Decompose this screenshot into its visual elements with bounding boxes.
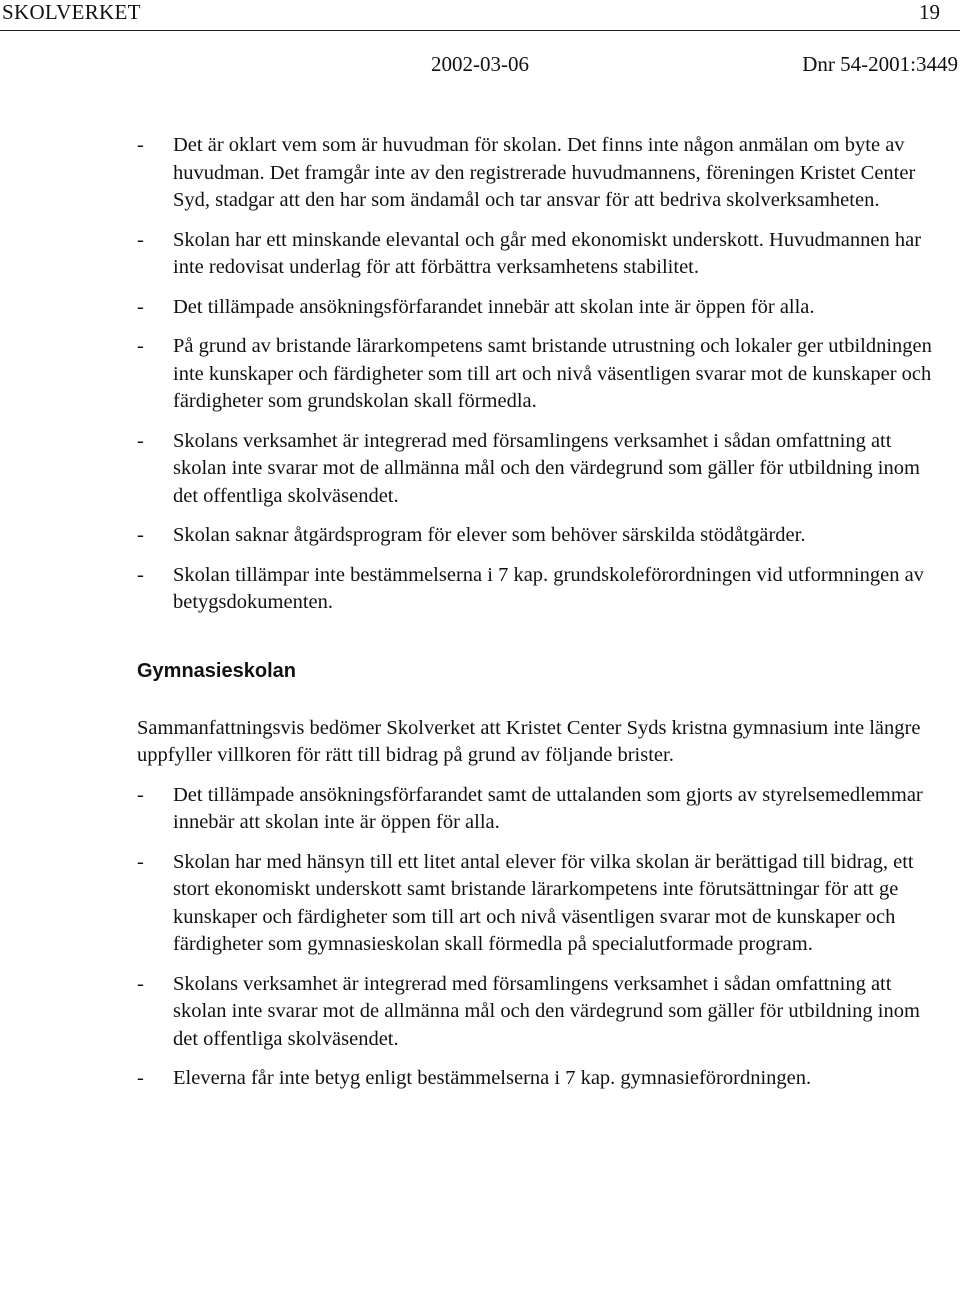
dash-bullet: - <box>137 295 144 318</box>
page-header <box>0 0 960 31</box>
list-item-text: Det är oklart vem som är huvudman för skolan. Det finns inte någon anmälan om byte av huvudman. Det framgår inte av den registrerade huvudmannens, föreningen Kristet Center Syd, stadgar att den har som ändamål och tar ansvar för att bedriva skolverksamheten. <box>173 134 916 211</box>
dash-bullet: - <box>137 1067 144 1089</box>
list-item-text: Skolan saknar åtgärdsprogram för elever som behöver särskilda stödåtgärder. <box>173 524 806 546</box>
dash-bullet: - <box>137 134 144 156</box>
list-item <box>137 562 937 617</box>
list-item <box>137 782 937 837</box>
list-item-text: På grund av bristande lärarkompetens samt bristande utrustning och lokaler ger utbildningen inte kunskaper och färdigheter som till art och nivå väsentligen svarar mot de kunskaper och färdigheter som grundskolan skall förmedla. <box>173 335 932 412</box>
list-item <box>137 1065 937 1093</box>
summary-paragraph: Sammanfattningsvis bedömer Skolverket att Kristet Center Syds kristna gymnasium inte längre uppfyller villkoren för rätt till bidrag på grund av följande brister. <box>137 716 921 766</box>
document-body <box>137 132 937 1105</box>
dash-bullet: - <box>137 563 144 586</box>
grundskola-deficiency-list <box>137 132 937 617</box>
page-number: 19 <box>919 0 940 24</box>
dash-bullet: - <box>137 335 144 357</box>
list-item-text: Skolans verksamhet är integrerad med församlingens verksamhet i sådan omfattning att skolan inte svarar mot de allmänna mål och den värdegrund som gäller för utbildning inom det offentliga skolväsendet. <box>173 972 920 1050</box>
list-item <box>137 333 937 416</box>
dash-bullet: - <box>137 429 144 452</box>
list-item <box>137 522 937 550</box>
gymnasium-deficiency-list <box>137 782 937 1093</box>
list-item-text: Skolan har ett minskande elevantal och går med ekonomiskt underskott. Huvudmannen har inte redovisat underlag för att förbättra verksamhetens stabilitet. <box>173 228 922 278</box>
list-item-text: Det tillämpade ansökningsförfarandet samt de uttalanden som gjorts av styrelsemedlemmar innebär att skolan inte är öppen för alla. <box>173 783 923 833</box>
dash-bullet: - <box>137 972 144 995</box>
list-item <box>137 428 937 511</box>
document-date: 2002-03-06 <box>431 52 529 76</box>
list-item-text: Skolan tillämpar inte bestämmelserna i 7 kap. grundskoleförordningen vid utformningen av betygsdokumenten. <box>173 563 924 613</box>
list-item <box>137 294 937 322</box>
dash-bullet: - <box>137 783 144 806</box>
list-item-text: Eleverna får inte betyg enligt bestämmelserna i 7 kap. gymnasieförordningen. <box>173 1067 812 1089</box>
dash-bullet: - <box>137 850 144 873</box>
list-item <box>137 849 937 959</box>
dash-bullet: - <box>137 524 144 546</box>
list-item <box>137 227 937 282</box>
list-item <box>137 132 937 215</box>
list-item-text: Det tillämpade ansökningsförfarandet innebär att skolan inte är öppen för alla. <box>173 295 815 318</box>
list-item <box>137 971 937 1054</box>
dash-bullet: - <box>137 228 144 251</box>
organization-name: SKOLVERKET <box>2 0 141 24</box>
section-heading-gymnasieskolan: Gymnasieskolan <box>137 659 296 682</box>
document-reference-number: Dnr 54-2001:3449 <box>802 52 958 76</box>
list-item-text: Skolans verksamhet är integrerad med församlingens verksamhet i sådan omfattning att skolan inte svarar mot de allmänna mål och den värdegrund som gäller för utbildning inom det offentliga skolväsendet. <box>173 429 920 507</box>
list-item-text: Skolan har med hänsyn till ett litet antal elever för vilka skolan är berättigad till bidrag, ett stort ekonomiskt underskott samt bristande lärarkompetens inte förutsättningar för att ge kunskaper och färdigheter som till art och nivå väsentligen svarar mot de kunskaper och färdigheter som gymnasieskolan skall förmedla på specialutformade program. <box>173 850 914 955</box>
